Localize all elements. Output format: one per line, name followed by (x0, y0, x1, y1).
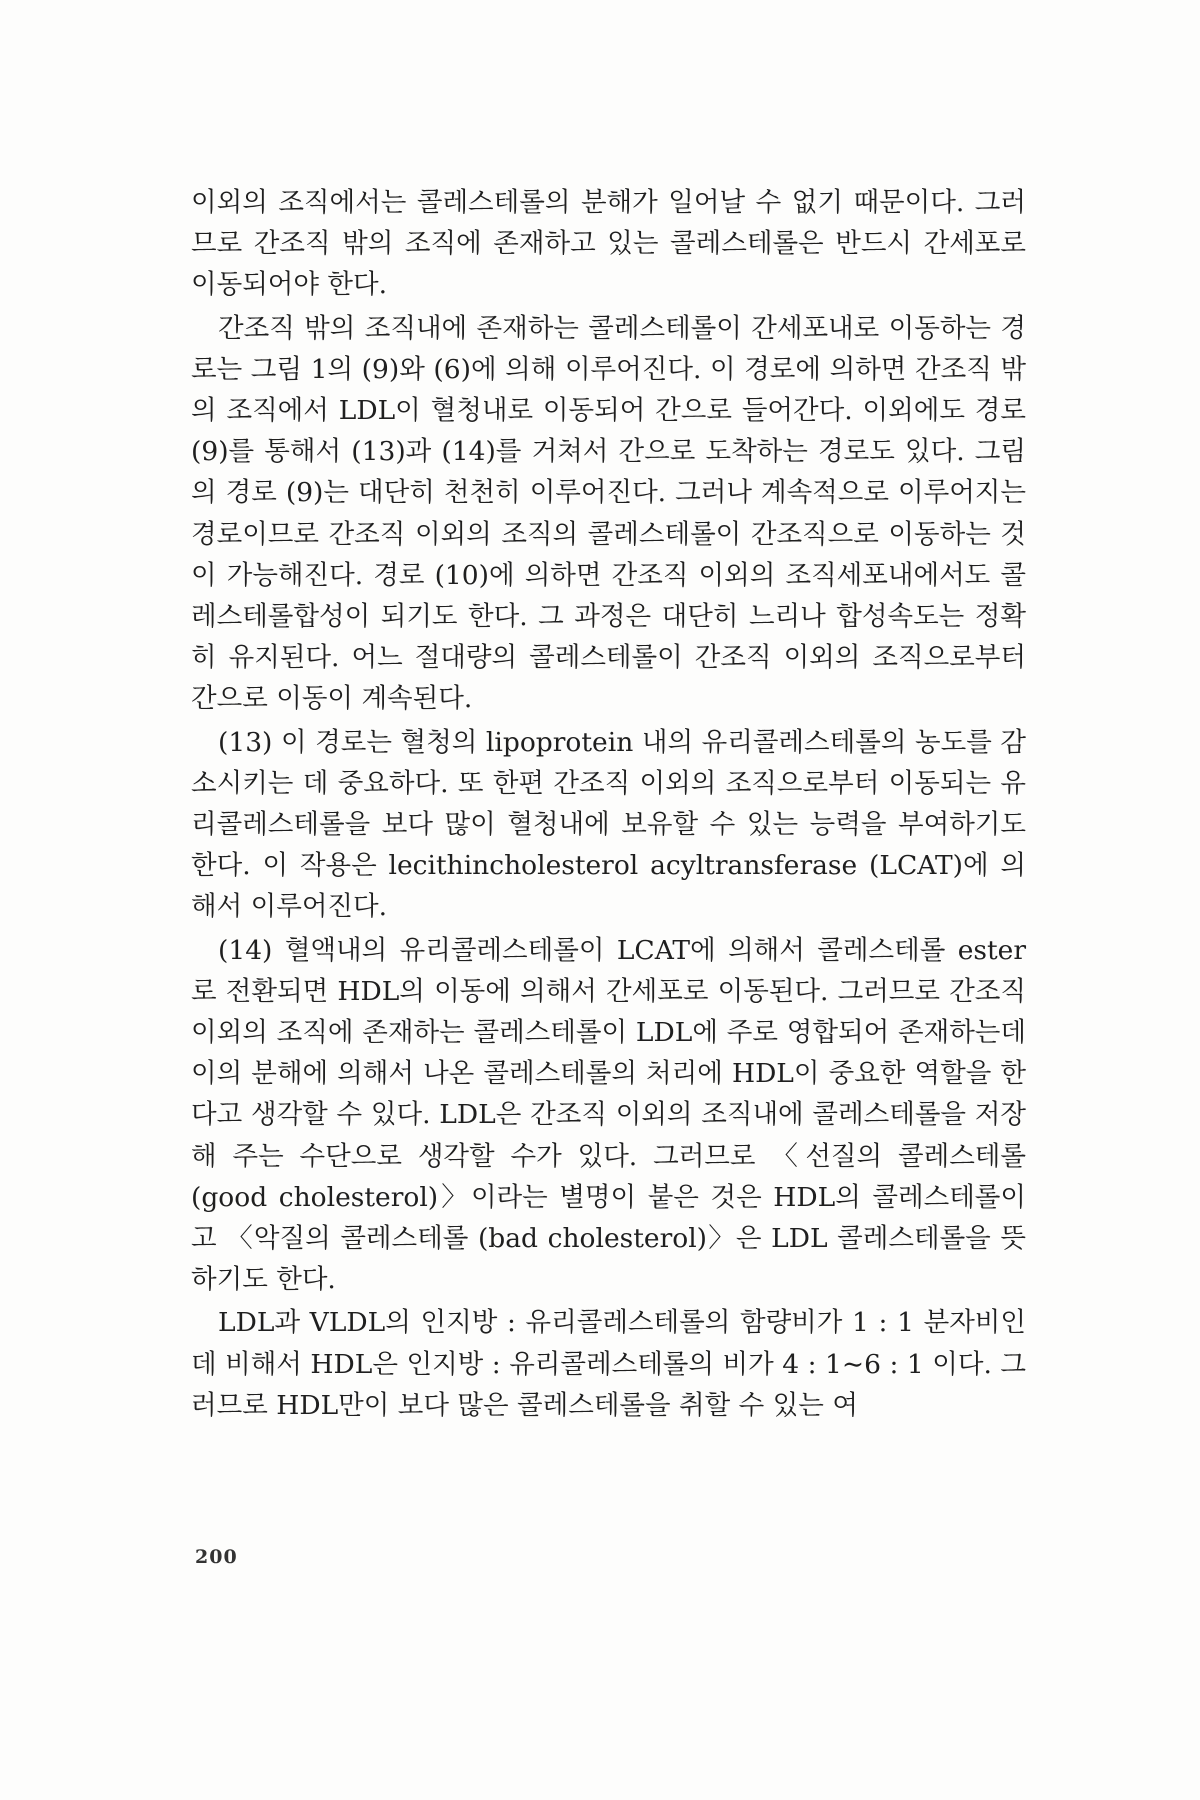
paragraph-liver-pathway: 간조직 밖의 조직내에 존재하는 콜레스테롤이 간세포내로 이동하는 경로는 그림 1의 (9)와 (6)에 의해 이루어진다. 이 경로에 의하면 간조직 밖의 조직에서 LDL이 혈청내로 이동되어 간으로 들어간다. 이외에도 경로 (9)를 통해서 (13)과 (14)를 거쳐서 간으로 도착하는 경로도 있다. 그림의 경로 (9)는 대단히 천천히 이루어진다. 그러나 계속적으로 이루어지는 경로이므로 간조직 이외의 조직의 콜레스테롤이 간조직으로 이동하는 것이 가능해진다. 경로 (10)에 의하면 간조직 이외의 조직세포내에서도 콜레스테롤합성이 되기도 한다. 그 과정은 대단히 느리나 합성속도는 정확히 유지된다. 어느 절대량의 콜레스테롤이 간조직 이외의 조직으로부터 간으로 이동이 계속된다. (191, 312, 1026, 715)
paragraph-ldl-vldl-ratio: LDL과 VLDL의 인지방 : 유리콜레스테롤의 함량비가 1 : 1 분자비인데 비해서 HDL은 인지방 : 유리콜레스테롤의 비가 4 : 1∼6 : 1 이다. 그러므로 HDL만이 보다 많은 콜레스테롤을 취할 수 있는 여 (191, 1307, 1026, 1421)
page-number: 200 (195, 1546, 238, 1568)
paragraph-pathway-14: (14) 혈액내의 유리콜레스테롤이 LCAT에 의해서 콜레스테롤 ester로 전환되면 HDL의 이동에 의해서 간세포로 이동된다. 그러므로 간조직 이외의 조직에 존재하는 콜레스테롤이 LDL에 주로 영합되어 존재하는데 이의 분해에 의해서 나온 콜레스테롤의 처리에 HDL이 중요한 역할을 한다고 생각할 수 있다. LDL은 간조직 이외의 조직내에 콜레스테롤을 저장해 주는 수단으로 생각할 수가 있다. 그러므로 〈선질의 콜레스테롤(good cholesterol)〉이라는 별명이 붙은 것은 HDL의 콜레스테롤이고 〈악질의 콜레스테롤 (bad cholesterol)〉은 LDL 콜레스테롤을 뜻하기도 한다. (191, 934, 1026, 1296)
paragraph-continuation: 이외의 조직에서는 콜레스테롤의 분해가 일어날 수 없기 때문이다. 그러므로 간조직 밖의 조직에 존재하고 있는 콜레스테롤은 반드시 간세포로 이동되어야 한다. (191, 187, 1026, 301)
paragraph-pathway-13: (13) 이 경로는 혈청의 lipoprotein 내의 유리콜레스테롤의 농도를 감소시키는 데 중요하다. 또 한편 간조직 이외의 조직으로부터 이동되는 유리콜레스테롤을 보다 많이 혈청내에 보유할 수 있는 능력을 부여하기도 한다. 이 작용은 lecithincholesterol acyltransferase (LCAT)에 의해서 이루어진다. (191, 726, 1026, 923)
body-text (191, 182, 1026, 1428)
